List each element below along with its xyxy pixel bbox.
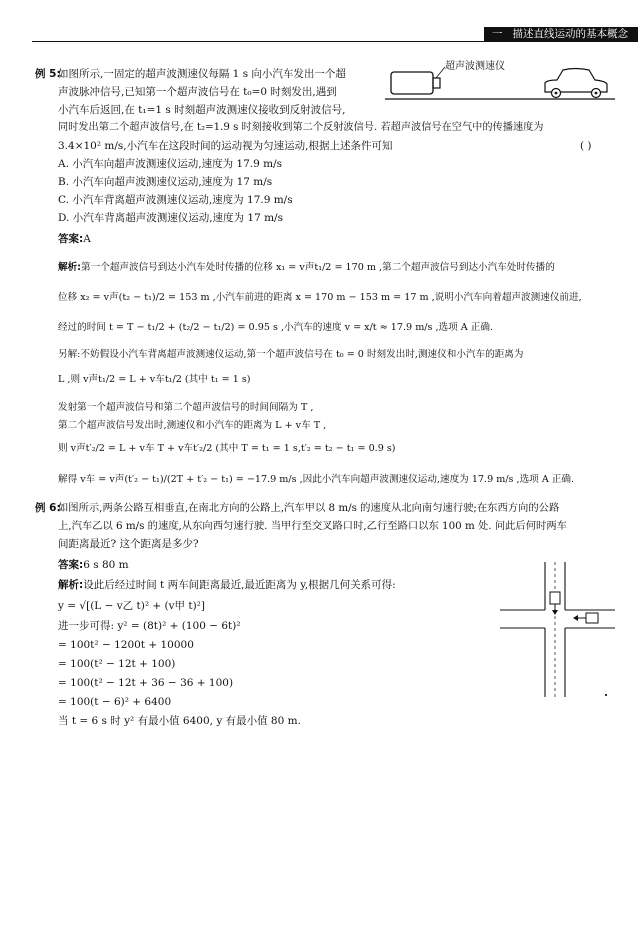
chapter-title-box bbox=[484, 27, 638, 42]
analysis-label: 解析: bbox=[58, 262, 82, 273]
ex5-line-3: 小汽车后返回,在 t₁=1 s 时刻超声波测速仪接收到反射波信号, bbox=[58, 104, 346, 116]
ex5-line-5: 3.4×10² m/s,小汽车在这段时间的运动视为匀速运动,根据上述条件可知 bbox=[58, 140, 393, 152]
ex6-math-3: = 100t² − 1200t + 10000 bbox=[58, 639, 194, 651]
ex5-line-1: 如图所示,一固定的超声波测速仪每隔 1 s 向小汽车发出一个超 bbox=[58, 68, 346, 80]
ex5-analysis-8: 则 v声t′₂/2 = L + v车 T + v车t′₂/2 (其中 T = t₁ = 1 s,t′₂ = t₂ − t₁ = 0.9 s) bbox=[58, 443, 396, 454]
ex6-line-3: 间距离最近? 这个距离是多少? bbox=[58, 538, 199, 550]
ex6-analysis-intro: 设此后经过时间 t 两车间距离最近,最近距离为 y,根据几何关系可得: bbox=[83, 579, 396, 591]
ex6-line-1: 如图所示,两条公路互相垂直,在南北方向的公路上,汽车甲以 8 m/s 的速度从北向南匀速行驶;在东西方向的公路 bbox=[58, 502, 560, 514]
ex6-answer bbox=[58, 557, 129, 573]
ex6-line-2: 上,汽车乙以 6 m/s 的速度,从东向西匀速行驶. 当甲行至交叉路口时,乙行至路口以东 100 m 处. 问此后何时两车 bbox=[58, 520, 567, 532]
ex5-line-2: 声波脉冲信号,已知第一个超声波信号在 t₀=0 时刻发出,遇到 bbox=[58, 86, 337, 98]
figure-device-label: 超声波测速仪 bbox=[445, 61, 505, 72]
ex5-analysis-7: 第二个超声波信号发出时,测速仪和小汽车的距离为 L + v车 T , bbox=[58, 420, 327, 431]
ex5-analysis-9: 解得 v车 = v声(t′₂ − t₁)/(2T + t′₂ − t₁) = −17.9 m/s ,因此小汽车向超声波测速仪运动,速度为 17.9 m/s ,选项 A 正确. bbox=[58, 474, 575, 485]
speed-detector-device bbox=[391, 72, 433, 94]
ex6-answer-label: 答案: bbox=[58, 559, 84, 571]
ex5-analysis-3: 经过的时间 t = T − t₁/2 + (t₂/2 − t₁/2) = 0.95 s ,小汽车的速度 v = x/t ≈ 17.9 m/s ,选项 A 正确. bbox=[58, 322, 494, 333]
ex5-analysis-2: 位移 x₂ = v声(t₂ − t₁)/2 = 153 m ,小汽车前进的距离 x = 170 m − 153 m = 17 m ,说明小汽车向着超声波测速仪前进, bbox=[58, 292, 582, 303]
crossroads-figure bbox=[500, 562, 615, 697]
chapter-number: 一 bbox=[491, 28, 503, 40]
chapter-title: 描述直线运动的基本概念 bbox=[512, 28, 628, 40]
ex6-math-6: = 100(t − 6)² + 6400 bbox=[58, 696, 172, 708]
ex6-math-5: = 100(t² − 12t + 36 − 36 + 100) bbox=[58, 677, 234, 689]
option-d: D. 小汽车背离超声波测速仪运动,速度为 17 m/s bbox=[58, 212, 283, 224]
ex5-analysis-1 bbox=[58, 260, 555, 276]
ex5-answer bbox=[58, 231, 91, 247]
car-yi-icon bbox=[586, 613, 598, 623]
ex6-analysis-label: 解析: bbox=[58, 579, 84, 591]
answer-bracket: ( ) bbox=[580, 140, 592, 152]
answer-label: 答案: bbox=[58, 233, 84, 245]
page-mark-dot bbox=[605, 694, 607, 696]
ex6-math-7: 当 t = 6 s 时 y² 有最小值 6400, y 有最小值 80 m. bbox=[58, 715, 301, 727]
option-c: C. 小汽车背离超声波测速仪运动,速度为 17.9 m/s bbox=[58, 194, 293, 206]
ex6-math-4: = 100(t² − 12t + 100) bbox=[58, 658, 176, 670]
ex6-analysis-first bbox=[58, 577, 396, 593]
ex6-math-2: 进一步可得: y² = (8t)² + (100 − 6t)² bbox=[58, 620, 241, 632]
answer-value: A bbox=[83, 233, 91, 245]
example-5-label: 例 5: bbox=[35, 68, 61, 80]
example-6-label: 例 6: bbox=[35, 502, 61, 514]
car-jia-icon bbox=[550, 592, 560, 604]
ex6-answer-value: 6 s 80 m bbox=[83, 559, 129, 571]
ex6-math-1: y = √[(L − v乙 t)² + (v甲 t)²] bbox=[58, 600, 205, 612]
page-header bbox=[32, 27, 638, 44]
ultrasonic-figure bbox=[385, 58, 620, 108]
option-b: B. 小汽车向超声波测速仪运动,速度为 17 m/s bbox=[58, 176, 273, 188]
ex5-line-4: 同时发出第二个超声波信号,在 t₂=1.9 s 时刻接收到第二个反射波信号. 若超声波信号在空气中的传播速度为 bbox=[58, 122, 544, 133]
ex5-analysis-6: 发射第一个超声波信号和第二个超声波信号的时间间隔为 T , bbox=[58, 402, 314, 413]
car-icon bbox=[545, 69, 607, 98]
ex5-analysis-5: L ,则 v声t₁/2 = L + v车t₁/2 (其中 t₁ = 1 s) bbox=[58, 374, 251, 385]
analysis-line-1: 第一个超声波信号到达小汽车处时传播的位移 x₁ = v声t₁/2 = 170 m ,第二个超声波信号到达小汽车处时传播的 bbox=[81, 262, 555, 273]
ex5-analysis-4: 另解:不妨假设小汽车背离超声波测速仪运动,第一个超声波信号在 t₀ = 0 时刻发出时,测速仪和小汽车的距离为 bbox=[58, 349, 524, 360]
option-a: A. 小汽车向超声波测速仪运动,速度为 17.9 m/s bbox=[58, 158, 283, 170]
